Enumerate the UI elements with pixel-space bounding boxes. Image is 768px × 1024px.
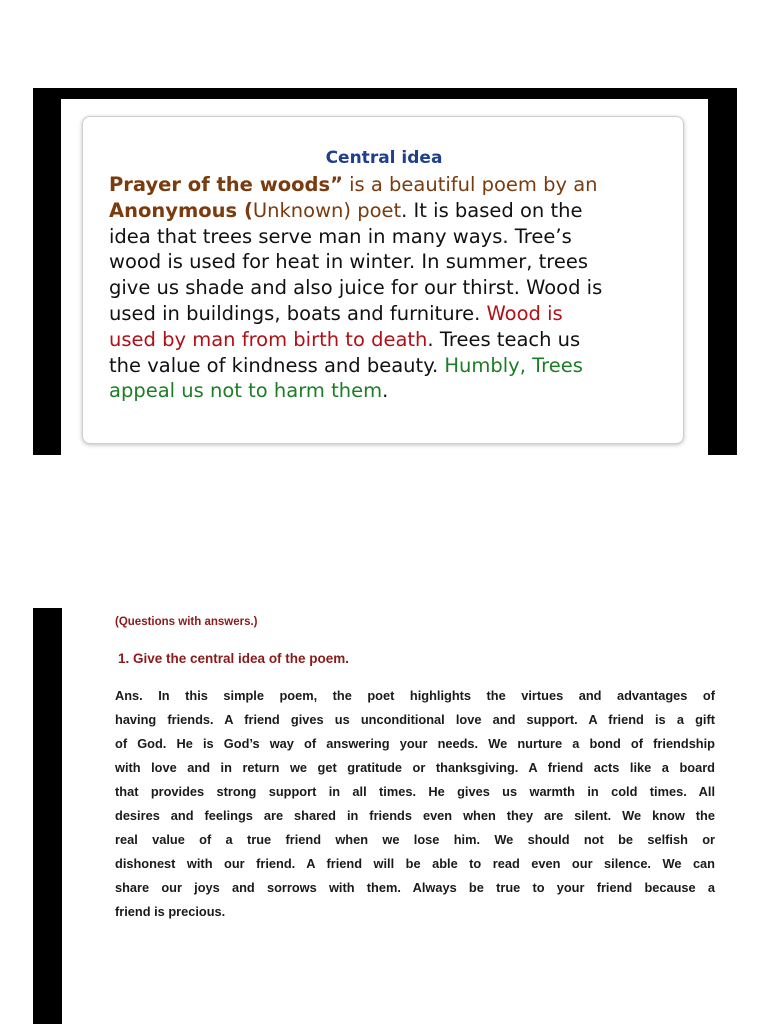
- text-run: Wood is: [486, 301, 563, 325]
- text-run: is a beautiful poem by an: [342, 173, 598, 196]
- text-run: wood is used for heat in winter. In summer, trees: [109, 250, 588, 274]
- answer-line: dishonest with our friend. A friend will be able to read even our silence. We can: [115, 856, 715, 871]
- answer-line: that provides strong support in all times. He gives us warmth in cold times. All: [115, 784, 715, 799]
- answer-line: real value of a true friend when we lose him. We should not be selfish or: [115, 832, 715, 847]
- text-run: Anonymous (: [109, 198, 253, 222]
- paragraph-line: [109, 275, 675, 301]
- text-run: the value of kindness and beauty.: [109, 353, 445, 377]
- answer-line: friend is precious.: [115, 904, 226, 919]
- answer-line: having friends. A friend gives us unconditional love and support. A friend is a gift: [115, 712, 715, 727]
- paragraph-line: [109, 353, 675, 379]
- text-run: used by man from birth to death: [109, 327, 428, 351]
- text-run: appeal us not to harm them: [109, 379, 383, 403]
- answer-line: of God. He is God’s way of answering your needs. We nurture a bond of friendship: [115, 736, 715, 751]
- answer-paragraph: [115, 684, 715, 924]
- answer-line: with love and in return we get gratitude or thanksgiving. A friend acts like a board: [115, 760, 715, 775]
- doc-heading: (Questions with answers.): [115, 616, 258, 628]
- answer-line: Ans. In this simple poem, the poet highlights the virtues and advantages of: [115, 688, 715, 703]
- text-run: used in buildings, boats and furniture.: [109, 301, 487, 325]
- paragraph-line: [109, 327, 675, 353]
- central-idea-paragraph: [109, 172, 675, 404]
- text-run: give us shade and also juice for our thirst. Wood is: [109, 276, 603, 300]
- questions-document: [115, 612, 715, 924]
- text-run: .: [382, 379, 389, 403]
- paragraph-line: [109, 249, 675, 275]
- paragraph-line: [109, 172, 675, 198]
- answer-line: share our joys and sorrows with them. Always be true to your friend because a: [115, 880, 715, 895]
- text-run: idea that trees serve man in many ways. Tree’s: [109, 224, 572, 248]
- paragraph-line: [109, 301, 675, 327]
- question-1: 1. Give the central idea of the poem.: [118, 651, 350, 666]
- text-run: Unknown) poet: [252, 198, 402, 222]
- page-left-black-bar: [33, 608, 62, 1024]
- text-run: Humbly, Trees: [444, 353, 583, 377]
- paragraph-line: [109, 378, 675, 404]
- card-title: Central idea: [325, 148, 443, 168]
- text-run: . It is based on the: [401, 198, 583, 222]
- text-run: . Trees teach us: [427, 327, 581, 351]
- text-run: Prayer of the woods”: [109, 173, 343, 196]
- answer-line: desires and feelings are shared in friends even when they are silent. We know the: [115, 808, 715, 823]
- paragraph-line: [109, 198, 675, 224]
- paragraph-line: [109, 224, 675, 250]
